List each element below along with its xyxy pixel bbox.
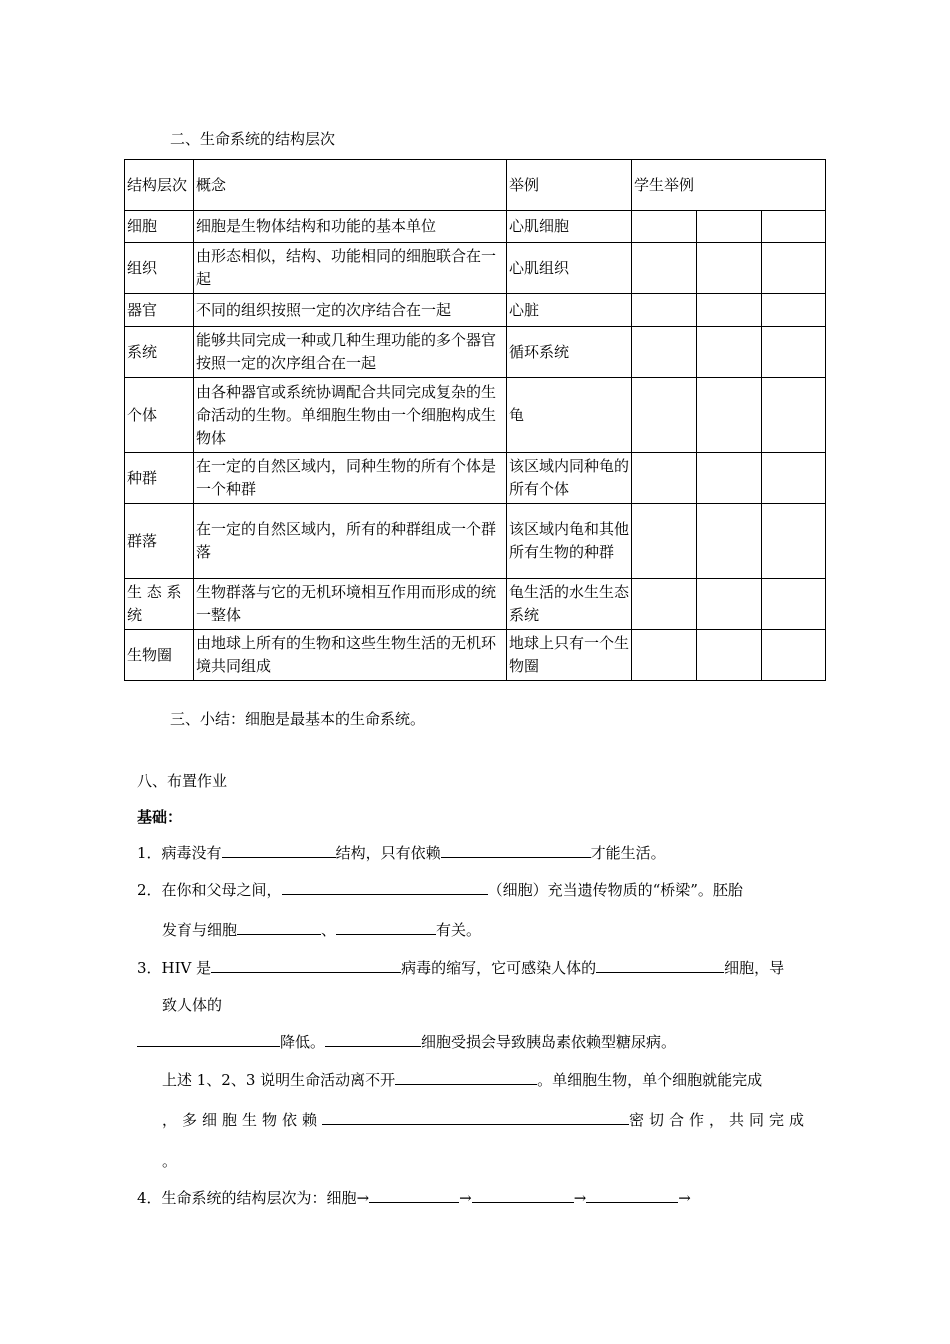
structure-hierarchy-table [124,159,826,681]
student-example-cell [697,243,762,294]
student-example-cell [632,378,697,453]
student-example-cell [762,630,826,681]
row-level: 种群 [125,453,194,504]
header-example: 举例 [507,160,632,211]
student-example-cell [762,579,826,630]
student-example-cell [632,243,697,294]
answer-blank[interactable] [596,954,724,973]
question-text: 细胞受损会导致胰岛素依赖型糖尿病。 [421,1033,677,1051]
row-example: 该区域内龟和其他所有生物的种群 [507,504,632,579]
homework-heading: 八、布置作业 [137,772,228,790]
arrow-icon: → [459,1189,472,1207]
answer-blank[interactable] [441,839,591,858]
arrow-icon: → [678,1189,691,1207]
question-1 [137,839,666,865]
student-example-cell [697,327,762,378]
row-concept: 由形态相似，结构、功能相同的细胞联合在一起 [194,243,507,294]
question-text: 才能生活。 [590,844,666,862]
row-concept: 在一定的自然区域内，所有的种群组成一个群落 [194,504,507,579]
header-level: 结构层次 [125,160,194,211]
row-concept: 能够共同完成一种或几种生理功能的多个器官按照一定的次序组合在一起 [194,327,507,378]
row-concept: 由地球上所有的生物和这些生物生活的无机环境共同组成 [194,630,507,681]
question-number: 4． [137,1189,162,1207]
section2-heading: 二、生命系统的结构层次 [170,130,336,148]
question-3-cont2 [137,1028,676,1054]
row-example: 心肌细胞 [507,211,632,243]
answer-blank[interactable] [472,1184,574,1203]
summary-text: 三、小结：细胞是最基本的生命系统。 [170,710,426,728]
note-line-2 [162,1106,809,1132]
student-example-cell [762,243,826,294]
question-text: HIV 是 [161,959,212,977]
answer-blank[interactable] [237,916,321,935]
answer-blank[interactable] [586,1184,678,1203]
student-example-cell [762,378,826,453]
student-example-cell [697,294,762,327]
question-text: 降低。 [280,1033,326,1051]
student-example-cell [632,579,697,630]
row-example: 龟生活的水生生态系统 [507,579,632,630]
student-example-cell [697,579,762,630]
table-row [125,504,826,579]
table-header-row [125,160,826,211]
student-example-cell [632,453,697,504]
header-concept: 概念 [194,160,507,211]
question-text: 有关。 [436,921,482,939]
student-example-cell [632,327,697,378]
table-row [125,294,826,327]
row-level: 个体 [125,378,194,453]
arrow-icon: → [356,1189,370,1207]
table-row [125,378,826,453]
note-text: 上述 1、2、3 说明生命活动离不开 [162,1071,396,1089]
student-example-cell [762,327,826,378]
question-text: 发育与细胞 [162,921,238,939]
student-example-cell [697,378,762,453]
note-text: ，多细胞生物依赖 [162,1111,323,1129]
row-example: 地球上只有一个生物圈 [507,630,632,681]
question-number: 3． [137,959,162,977]
table-row [125,243,826,294]
row-concept: 在一定的自然区域内，同种生物的所有个体是一个种群 [194,453,507,504]
table-row [125,630,826,681]
basic-label: 基础： [137,808,183,826]
question-text: 生命系统的结构层次为：细胞 [161,1189,357,1207]
note-text: 。单细胞生物，单个细胞就能完成 [537,1071,763,1089]
student-example-cell [762,294,826,327]
arrow-icon: → [573,1189,587,1207]
row-level: 生 态 系统 [125,579,194,630]
answer-blank[interactable] [322,1106,629,1125]
row-example: 循环系统 [507,327,632,378]
student-example-cell [697,211,762,243]
question-text: （细胞）充当遗传物质的“桥梁”。胚胎 [487,881,743,899]
row-example: 心脏 [507,294,632,327]
student-example-cell [632,504,697,579]
question-number: 2． [137,881,162,899]
table-row [125,453,826,504]
row-example: 龟 [507,378,632,453]
row-level: 细胞 [125,211,194,243]
answer-blank[interactable] [336,916,436,935]
answer-blank[interactable] [395,1066,537,1085]
table-row [125,211,826,243]
row-level: 器官 [125,294,194,327]
answer-blank[interactable] [137,1028,280,1047]
table-row [125,327,826,378]
note-line-1 [162,1066,762,1092]
note-text: 密切合作，共同完成 [629,1111,810,1129]
student-example-cell [697,453,762,504]
row-concept: 细胞是生物体结构和功能的基本单位 [194,211,507,243]
row-concept: 由各种器官或系统协调配合共同完成复杂的生命活动的生物。单细胞生物由一个细胞构成生物体 [194,378,507,453]
row-level: 系统 [125,327,194,378]
question-3 [137,954,784,980]
question-text: 病毒的缩写，它可感染人体的 [401,959,597,977]
student-example-cell [762,211,826,243]
student-example-cell [697,504,762,579]
student-example-cell [632,211,697,243]
answer-blank[interactable] [369,1184,459,1203]
student-example-cell [632,630,697,681]
question-2-cont [162,916,481,942]
answer-blank[interactable] [211,954,401,973]
answer-blank[interactable] [222,839,336,858]
question-text: 在你和父母之间， [161,881,282,899]
row-level: 生物圈 [125,630,194,681]
row-level: 群落 [125,504,194,579]
question-text: 病毒没有 [161,844,222,862]
table-row [125,579,826,630]
question-2 [137,876,743,902]
question-text: 结构，只有依赖 [335,844,441,862]
answer-blank[interactable] [325,1028,421,1047]
note-line-3: 。 [162,1152,178,1170]
student-example-cell [632,294,697,327]
answer-blank[interactable] [282,876,488,895]
student-example-cell [697,630,762,681]
student-example-cell [762,504,826,579]
row-level: 组织 [125,243,194,294]
question-3-cont: 致人体的 [162,996,223,1014]
row-concept: 生物群落与它的无机环境相互作用而形成的统一整体 [194,579,507,630]
student-example-cell [762,453,826,504]
row-example: 该区域内同种龟的所有个体 [507,453,632,504]
row-concept: 不同的组织按照一定的次序结合在一起 [194,294,507,327]
question-4 [137,1184,691,1210]
row-example: 心肌组织 [507,243,632,294]
question-number: 1． [137,844,162,862]
question-text: 、 [321,921,337,939]
question-text: 细胞，导 [724,959,785,977]
header-student-example: 学生举例 [632,160,826,211]
